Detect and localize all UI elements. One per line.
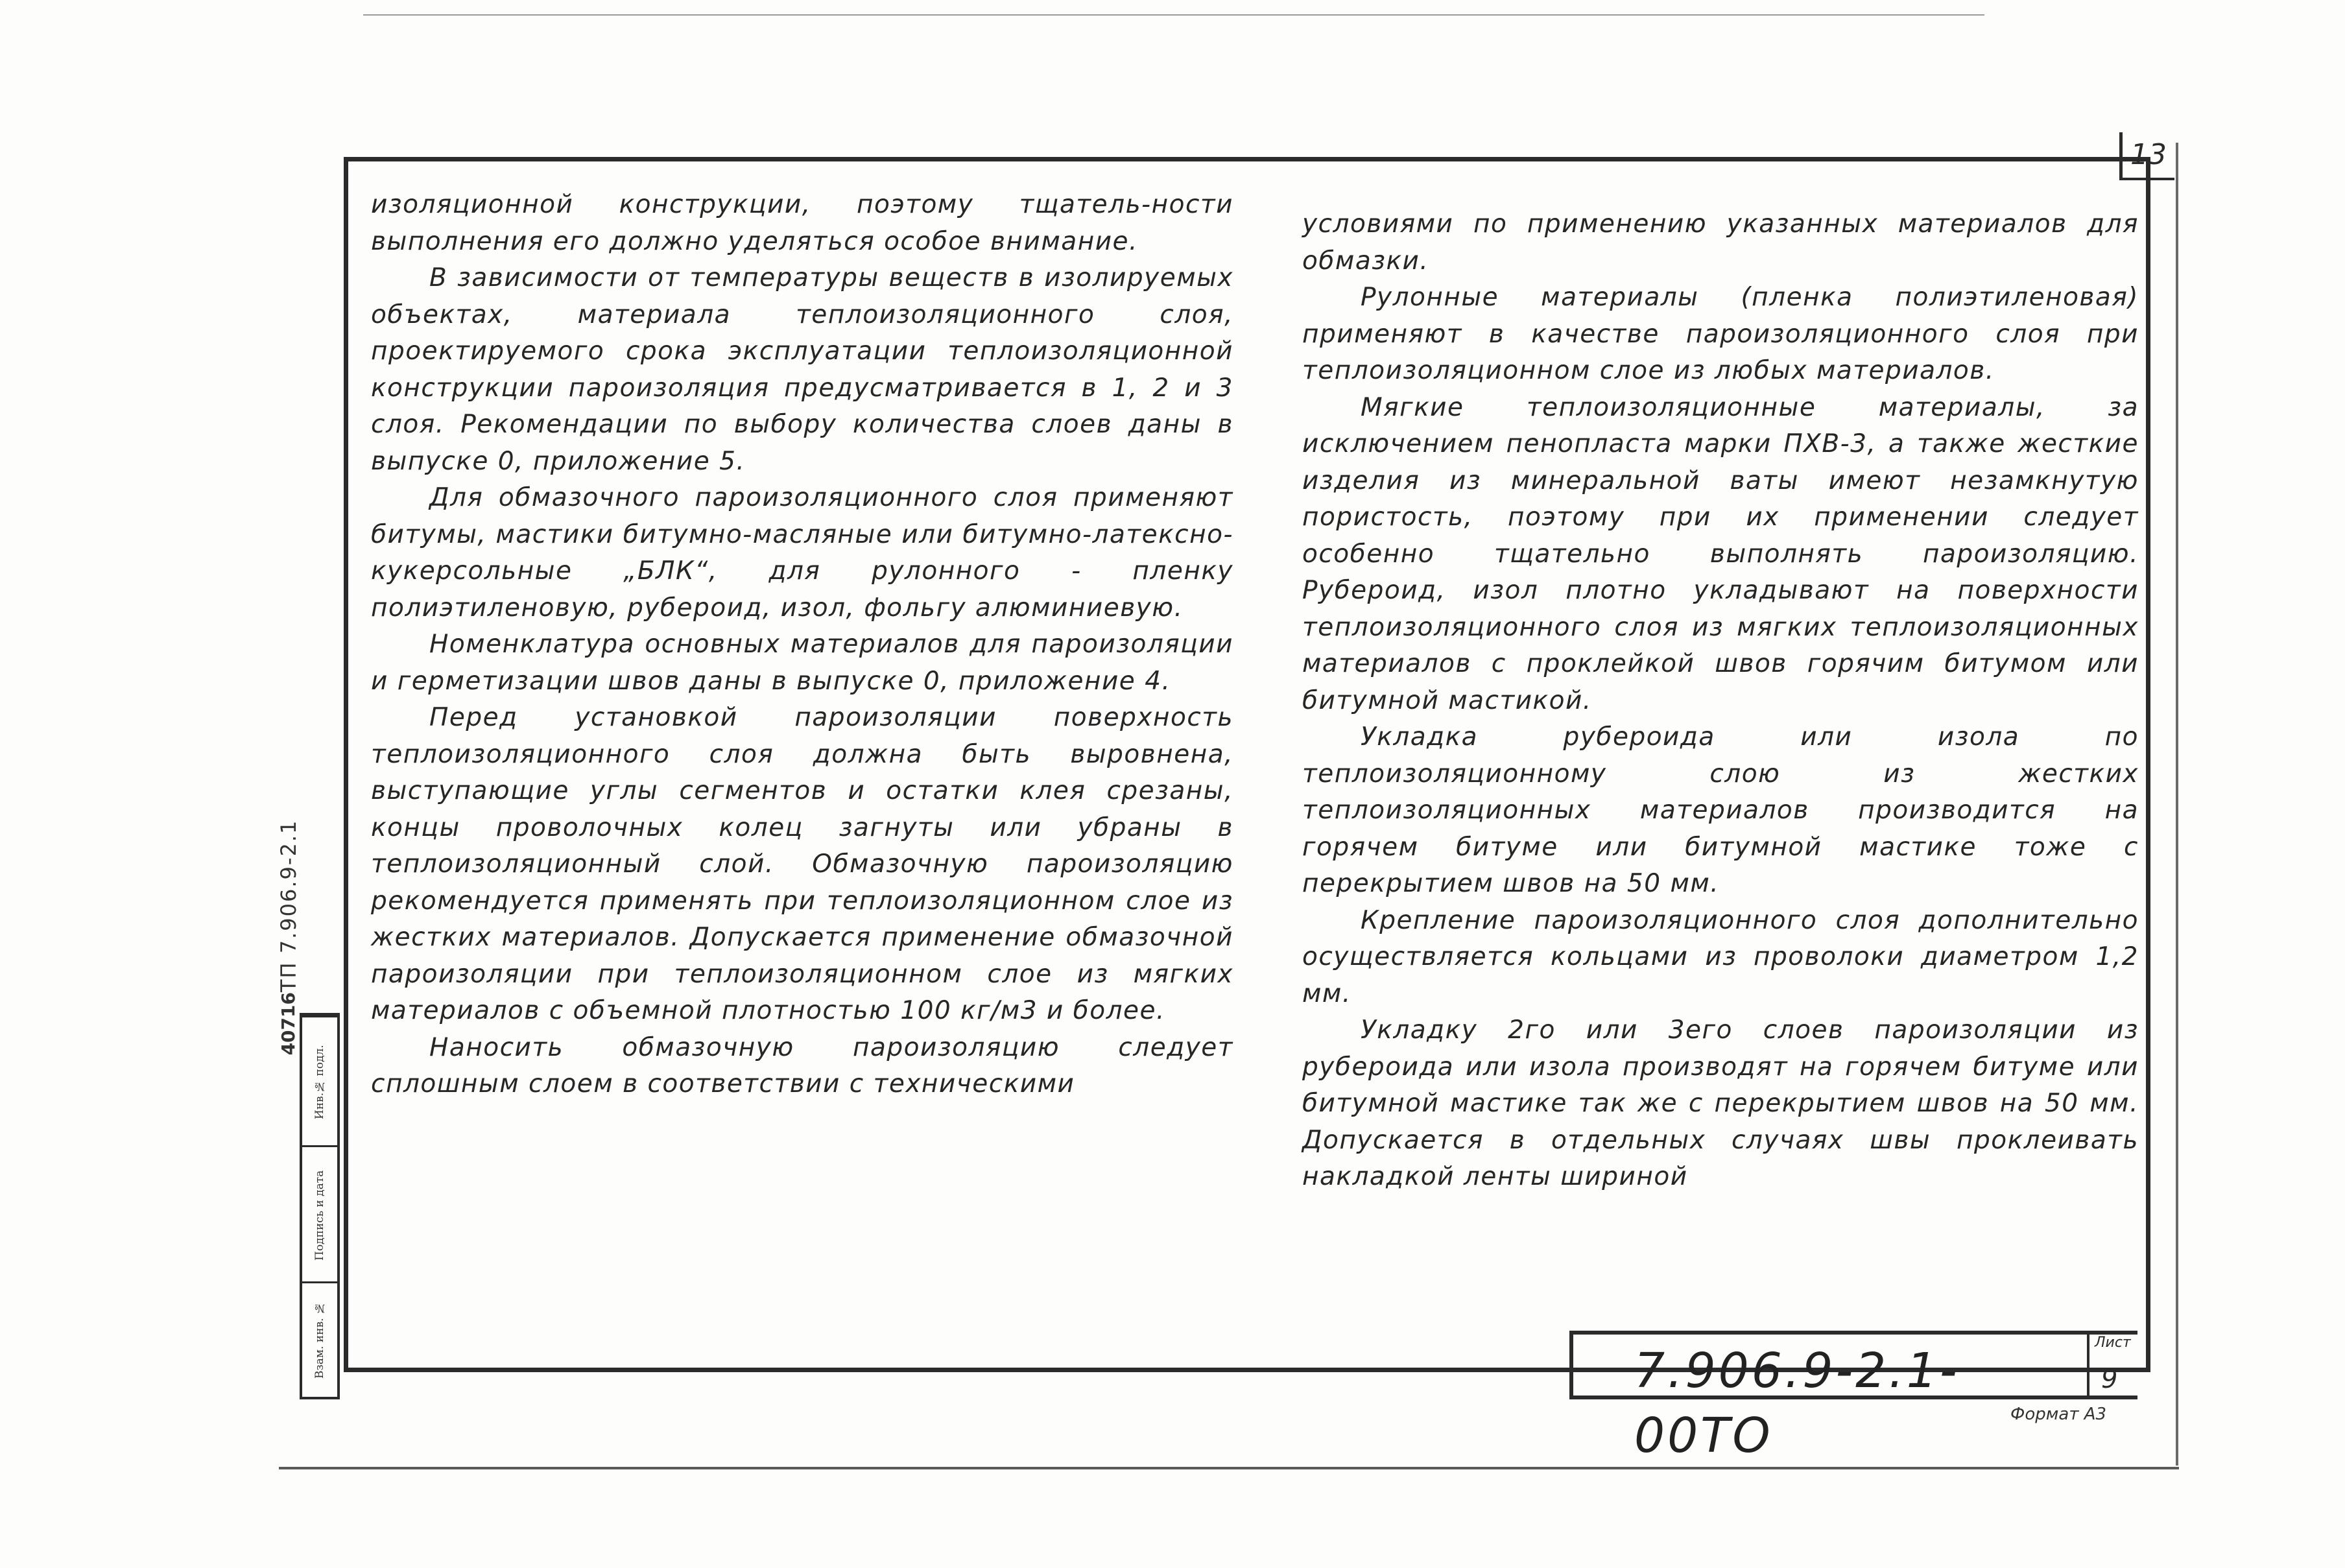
paragraph: условиями по применению указанных материалов для обмазки. [1302,209,2139,276]
sheet-label: Лист [2095,1335,2131,1351]
side-approval-stamp [300,1013,340,1399]
stamp-cell-replacement: Взам. инв. № [302,1281,337,1397]
paragraph: Крепление пароизоляционного слоя дополнительно осуществляется кольцами из проволоки диаметром 1,2 мм. [1302,905,2139,1008]
sheet-number: 9 [2101,1364,2118,1394]
document-code: 7.906.9-2.1-00ТО [1634,1343,1960,1464]
inventory-number: 40716 [278,992,299,1056]
left-text-column [371,187,1233,1103]
paragraph: Наносить обмазочную пароизоляцию следует сплошным слоем в соответствии с техническими [371,1032,1233,1099]
paragraph: изоляционной конструкции, поэтому тщатель-ности выполнения его должно уделяться особое внимание. [371,190,1233,256]
scan-line-right [2176,143,2178,1466]
right-text-column [1302,206,2139,1196]
format-label: Формат А3 [2010,1405,2107,1424]
paragraph: Для обмазочного пароизоляционного слоя применяют битумы, мастики битумно-масляные или битумно-латексно-кукерсольные „БЛК“, для рулонного - пленку полиэтиленовую, рубероид, изол, фольгу алюминиевую. [371,483,1233,623]
paragraph: В зависимости от температуры веществ в изолируемых объектах, материала теплоизоляционного слоя, проектируемого срока эксплуатации теплоизоляционной конструкции пароизоляция предусматривается в 1, 2 и 3 слоя. Рекомендации по выбору количества слоев даны в выпуске 0, приложение 5. [371,263,1233,476]
scan-line-top [363,14,1984,16]
paragraph: Номенклатура основных материалов для пароизоляции и герметизации швов даны в выпуске 0, приложение 4. [371,630,1233,696]
scan-line-bottom [279,1467,2179,1469]
stamp-cell-signature: Подпись и дата [302,1145,337,1283]
paragraph: Укладка рубероида или изола по теплоизоляционному слою из жестких теплоизоляционных материалов производится на горячем битуме или битумной мастике тоже с перекрытием швов на 50 мм. [1302,722,2139,898]
side-series-note: ТП 7.906.9-2.1 [276,819,301,992]
paragraph: Рулонные материалы (пленка полиэтиленовая) применяют в качестве пароизоляционного слоя при теплоизоляционном слое из любых материалов. [1302,283,2139,385]
stamp-cell-inventory: Инв.№ подл. [302,1016,337,1147]
paragraph: Укладку 2го или 3его слоев пароизоляции из рубероида или изола производят на горячем битуме или битумной мастике так же с перекрытием швов на 50 мм. Допускается в отдельных случаях швы проклеивать накладкой ленты шириной [1302,1016,2139,1191]
paragraph: Перед установкой пароизоляции поверхность теплоизоляционного слоя должна быть выровнена, выступающие углы сегментов и остатки клея срезаны, концы проволочных колец загнуты или убраны в теплоизоляционный слой. Обмазочную пароизоляцию рекомендуется применять при теплоизоляционном слое из жестких материалов. Допускается применение обмазочной пароизоляции при теплоизоляционном слое из мягких материалов с объемной плотностью 100 кг/м3 и более. [371,703,1233,1025]
paragraph: Мягкие теплоизоляционные материалы, за исключением пенопласта марки ПХВ-3, а также жесткие изделия из минеральной ваты имеют незамкнутую пористость, поэтому при их применении следует особенно тщательно выполнять пароизоляцию. Рубероид, изол плотно укладывают на поверхности теплоизоляционного слоя из мягких теплоизоляционных материалов с проклейкой швов горячим битумом или битумной мастикой. [1302,392,2139,715]
page-number: 13 [2119,132,2174,180]
